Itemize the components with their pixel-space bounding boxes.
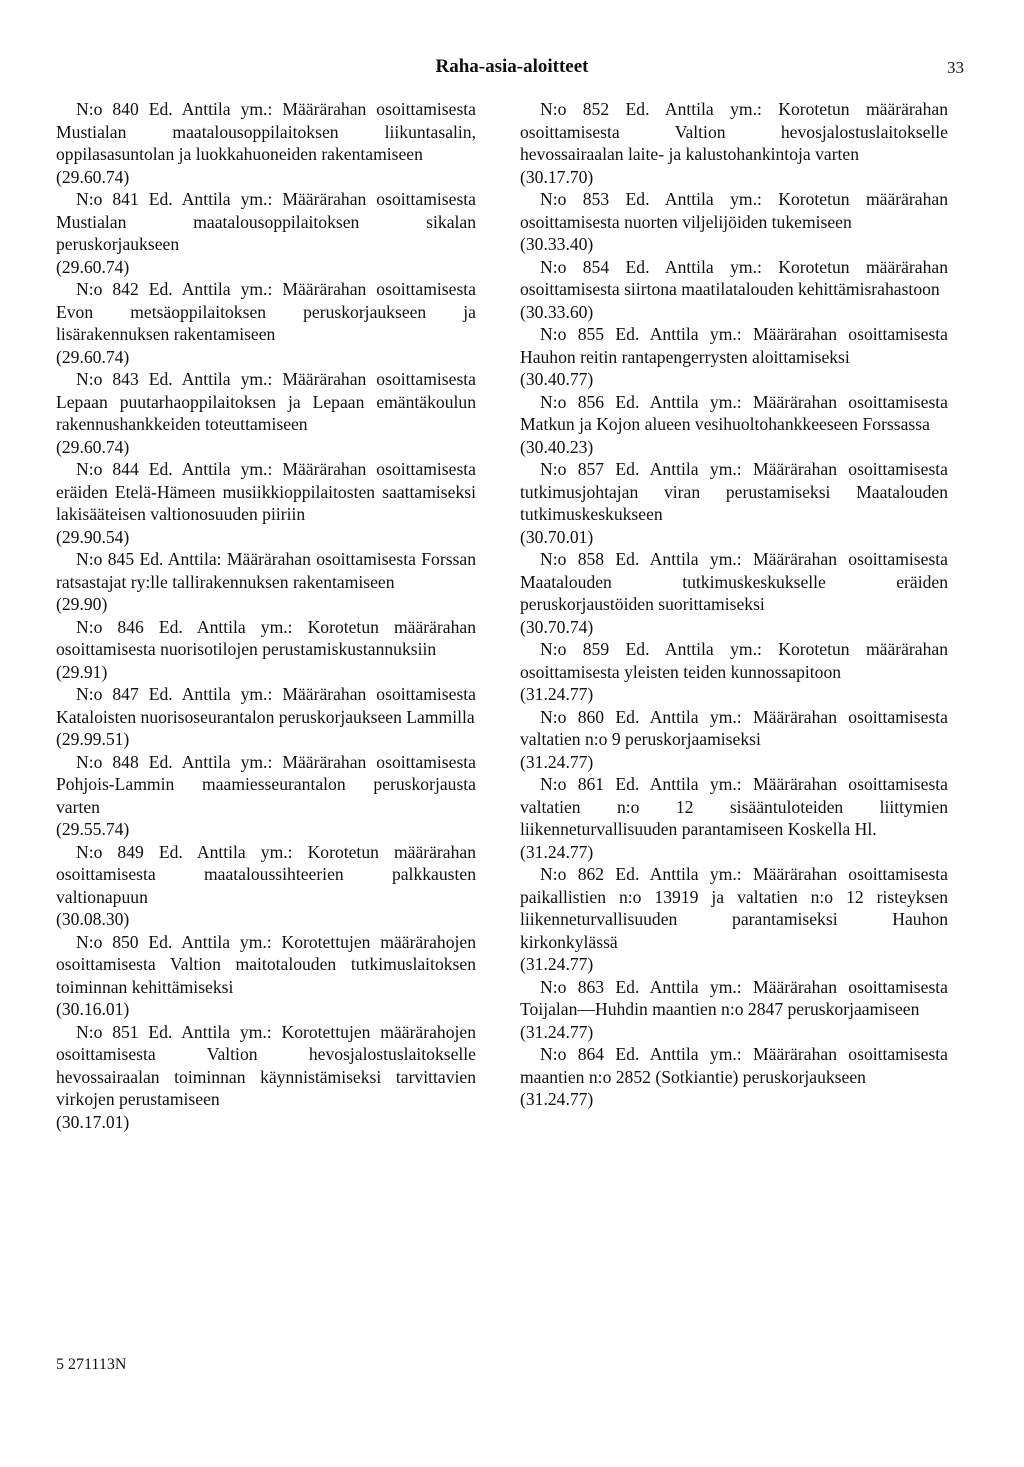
document-entry bbox=[56, 188, 476, 278]
document-entry bbox=[56, 278, 476, 368]
entry-budget-code: (30.33.40) bbox=[520, 234, 594, 254]
entry-budget-code: (29.90) bbox=[56, 594, 108, 614]
document-entry bbox=[520, 323, 948, 391]
entry-text: N:o 851 Ed. Anttila ym.: Korotettujen määrärahojen osoittamisesta Valtion hevosjalostuslaitokselle hevossairaalan toiminnan käynnistämiseksi tarvittavien virkojen perustamiseen bbox=[56, 1021, 476, 1109]
document-entry bbox=[56, 1021, 476, 1134]
document-entry bbox=[56, 98, 476, 188]
entry-budget-code: (30.70.74) bbox=[520, 616, 594, 637]
entry-text: N:o 852 Ed. Anttila ym.: Korotetun määrärahan osoittamisesta Valtion hevosjalostuslaitokselle hevossairaalan laite- ja kalustohankintoja varten bbox=[520, 99, 948, 164]
entry-text: N:o 840 Ed. Anttila ym.: Määrärahan osoittamisesta Mustialan maatalousoppilaitoksen liikuntasalin, oppilasasuntolan ja luokkahuoneiden rakentamiseen bbox=[56, 99, 476, 164]
document-entry bbox=[56, 751, 476, 841]
entry-budget-code: (31.24.77) bbox=[520, 751, 594, 772]
entry-budget-code: (31.24.77) bbox=[520, 1089, 594, 1109]
document-entry bbox=[520, 458, 948, 548]
entry-text: N:o 845 Ed. Anttila: Määrärahan osoittamisesta Forssan ratsastajat ry:lle tallirakennuksen rakentamiseen bbox=[56, 549, 476, 592]
print-code: 5 271113N bbox=[56, 1356, 127, 1373]
running-title: Raha-asia-aloitteet bbox=[435, 56, 589, 77]
entry-text: N:o 853 Ed. Anttila ym.: Korotetun määrärahan osoittamisesta nuorten viljelijöiden tukemiseen bbox=[520, 189, 948, 232]
document-entry bbox=[56, 616, 476, 684]
entry-budget-code: (29.55.74) bbox=[56, 819, 130, 839]
entry-budget-code: (30.16.01) bbox=[56, 999, 130, 1019]
document-entry bbox=[520, 548, 948, 638]
entry-text: N:o 841 Ed. Anttila ym.: Määrärahan osoittamisesta Mustialan maatalousoppilaitoksen sikalan peruskorjaukseen bbox=[56, 189, 476, 254]
entry-budget-code: (29.60.74) bbox=[56, 166, 130, 187]
entry-text: N:o 857 Ed. Anttila ym.: Määrärahan osoittamisesta tutkimusjohtajan viran perustamiseksi Maatalouden tutkimuskeskukseen bbox=[520, 459, 948, 524]
entry-text: N:o 861 Ed. Anttila ym.: Määrärahan osoittamisesta valtatien n:o 12 sisääntuloteiden liittymien liikenneturvallisuuden parantamiseen Koskella Hl. bbox=[520, 774, 948, 839]
entry-text: N:o 860 Ed. Anttila ym.: Määrärahan osoittamisesta valtatien n:o 9 peruskorjaamiseksi bbox=[520, 706, 948, 749]
entry-budget-code: (29.60.74) bbox=[56, 256, 130, 277]
document-entry bbox=[520, 98, 948, 188]
document-entry bbox=[520, 773, 948, 863]
document-entry bbox=[520, 256, 948, 324]
entry-text: N:o 864 Ed. Anttila ym.: Määrärahan osoittamisesta maantien n:o 2852 (Sotkiantie) peruskorjaukseen bbox=[520, 1044, 948, 1087]
document-entry bbox=[520, 391, 948, 459]
entry-text: N:o 848 Ed. Anttila ym.: Määrärahan osoittamisesta Pohjois-Lammin maamiesseurantalon peruskorjausta varten bbox=[56, 751, 476, 817]
entry-budget-code: (31.24.77) bbox=[520, 684, 594, 704]
document-entry bbox=[520, 188, 948, 256]
entry-budget-code: (29.91) bbox=[56, 661, 108, 682]
document-entry bbox=[56, 368, 476, 458]
entry-budget-code: (30.40.77) bbox=[520, 369, 594, 389]
entry-budget-code: (29.60.74) bbox=[56, 436, 130, 457]
entry-text: N:o 842 Ed. Anttila ym.: Määrärahan osoittamisesta Evon metsäoppilaitoksen peruskorjaukseen ja lisärakennuksen rakentamiseen bbox=[56, 279, 476, 344]
entry-text: N:o 863 Ed. Anttila ym.: Määrärahan osoittamisesta Toijalan—Huhdin maantien n:o 2847 peruskorjaamiseen bbox=[520, 976, 948, 1019]
entry-budget-code: (30.08.30) bbox=[56, 909, 130, 929]
document-entry bbox=[520, 863, 948, 976]
entry-budget-code: (30.17.01) bbox=[56, 1111, 130, 1132]
document-entry bbox=[56, 683, 476, 751]
document-entry bbox=[56, 931, 476, 1021]
entry-budget-code: (29.60.74) bbox=[56, 346, 130, 367]
document-entry bbox=[520, 638, 948, 706]
document-entry bbox=[520, 976, 948, 1044]
document-entry bbox=[56, 458, 476, 548]
entry-budget-code: (31.24.77) bbox=[520, 841, 594, 862]
entry-text: N:o 843 Ed. Anttila ym.: Määrärahan osoittamisesta Lepaan puutarhaoppilaitoksen ja Lepaan emäntäkoulun rakennushankkeiden toteuttamiseen bbox=[56, 369, 476, 434]
entry-budget-code: (31.24.77) bbox=[520, 954, 594, 974]
entry-budget-code: (30.33.60) bbox=[520, 301, 594, 322]
entry-text: N:o 850 Ed. Anttila ym.: Korotettujen määrärahojen osoittamisesta Valtion maitotalouden tutkimuslaitoksen toiminnan kehittämiseksi bbox=[56, 931, 476, 997]
entry-text: N:o 855 Ed. Anttila ym.: Määrärahan osoittamisesta Hauhon reitin rantapengerrysten aloittamiseksi bbox=[520, 324, 948, 367]
document-entry bbox=[520, 706, 948, 774]
left-column bbox=[56, 98, 476, 1133]
entry-text: N:o 849 Ed. Anttila ym.: Korotetun määrärahan osoittamisesta maataloussihteerien palkkausten valtionapuun bbox=[56, 841, 476, 907]
entry-budget-code: (30.40.23) bbox=[520, 436, 594, 457]
entry-text: N:o 862 Ed. Anttila ym.: Määrärahan osoittamisesta paikallistien n:o 13919 ja valtatien n:o 12 risteyksen liikenneturvallisuuden parantamiseksi Hauhon kirkonkylässä bbox=[520, 864, 948, 952]
document-entry bbox=[56, 548, 476, 616]
document-entry bbox=[520, 1043, 948, 1111]
entry-text: N:o 856 Ed. Anttila ym.: Määrärahan osoittamisesta Matkun ja Kojon alueen vesihuoltohankkeeseen Forssassa bbox=[520, 391, 948, 434]
entry-text: N:o 844 Ed. Anttila ym.: Määrärahan osoittamisesta eräiden Etelä-Hämeen musiikkioppilaitosten saattamiseksi lakisääteisen valtionosuuden piiriin bbox=[56, 459, 476, 524]
entry-text: N:o 847 Ed. Anttila ym.: Määrärahan osoittamisesta Kataloisten nuorisoseurantalon peruskorjaukseen Lammilla bbox=[56, 684, 476, 727]
document-entry bbox=[56, 841, 476, 931]
entry-budget-code: (30.70.01) bbox=[520, 526, 594, 547]
entry-budget-code: (31.24.77) bbox=[520, 1021, 594, 1042]
page-number: 33 bbox=[947, 58, 964, 77]
entry-budget-code: (29.99.51) bbox=[56, 729, 130, 749]
entry-text: N:o 854 Ed. Anttila ym.: Korotetun määrärahan osoittamisesta siirtona maatilatalouden kehittämisrahastoon bbox=[520, 256, 948, 299]
entry-text: N:o 858 Ed. Anttila ym.: Määrärahan osoittamisesta Maatalouden tutkimuskeskukselle eräiden peruskorjaustöiden suorittamiseksi bbox=[520, 549, 948, 614]
entry-text: N:o 859 Ed. Anttila ym.: Korotetun määrärahan osoittamisesta yleisten teiden kunnossapitoon bbox=[520, 639, 948, 682]
right-column bbox=[520, 98, 948, 1111]
entry-text: N:o 846 Ed. Anttila ym.: Korotetun määrärahan osoittamisesta nuorisotilojen perustamiskustannuksiin bbox=[56, 616, 476, 659]
entry-budget-code: (29.90.54) bbox=[56, 526, 130, 547]
entry-budget-code: (30.17.70) bbox=[520, 166, 594, 187]
